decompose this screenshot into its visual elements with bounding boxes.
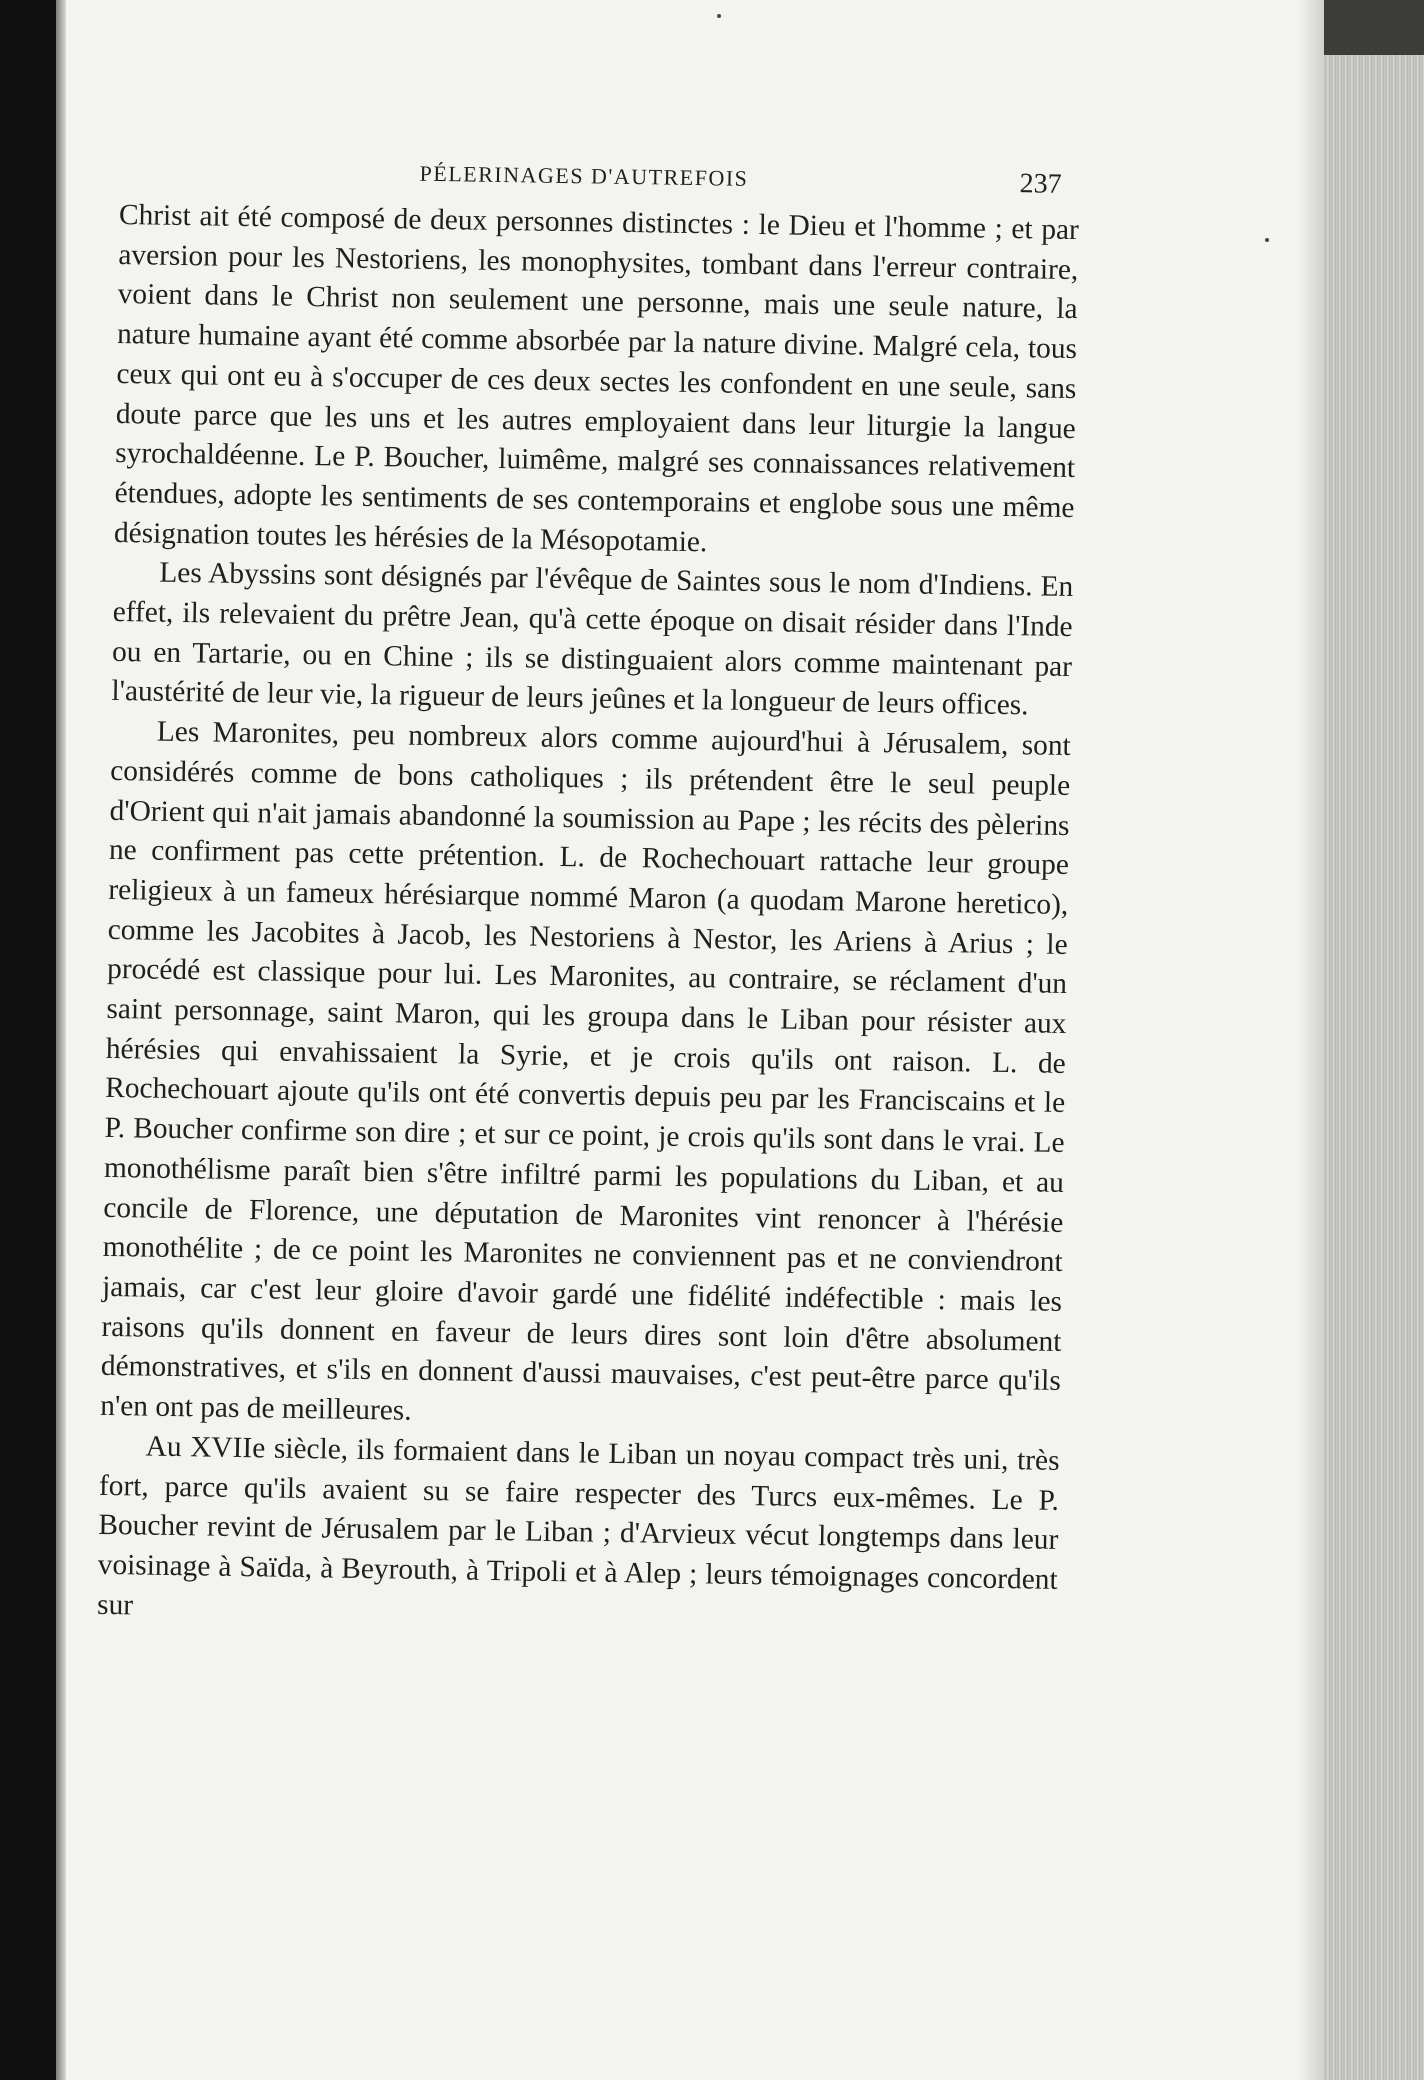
- body-text: [97, 196, 1079, 1640]
- paragraph: Les Maronites, peu nombreux alors comme aujourd'hui à Jérusalem, sont considérés comme de bons catholiques ; ils prétendent être le seul peuple d'Orient qui n'ait jamais abandonné la soumission au Pape ; les récits des pèlerins ne confirment pas cette prétention. L. de Rochechouart rattache leur groupe religieux à un fameux hérésiarque nommé Maron (a quodam Marone heretico), comme les Jacobites à Jacob, les Nestoriens à Nestor, les Ariens à Arius ; le procédé est classique pour lui. Les Maronites, au contraire, se réclament d'un saint personnage, saint Maron, qui les groupa dans le Liban pour résister aux hérésies qui envahissaient la Syrie, et je crois qu'ils ont raison. L. de Rochechouart ajoute qu'ils ont été convertis depuis peu par les Franciscains et le P. Boucher confirme son dire ; et sur ce point, je crois qu'ils sont dans le vrai. Le monothélisme paraît bien s'être infiltré parmi les populations du Liban, et au concile de Florence, une députation de Maronites vint renoncer à l'hérésie monothélite ; de ce point les Maronites ne conviennent pas et ne conviendront jamais, car c'est leur gloire d'avoir gardé une fidélité indéfectible : mais les raisons qu'ils donnent en faveur de leurs dires sont loin d'être absolument démonstratives, et s'ils en donnent d'aussi mauvaises, c'est peut-être parce qu'ils n'en ont pas de meilleures.: [100, 715, 1072, 1427]
- page-content: [97, 150, 1080, 1640]
- page-stack-edge: [1324, 0, 1424, 2080]
- paragraph: Au XVIIe siècle, ils formaient dans le Liban un noyau compact très uni, très fort, parce qu'ils avaient su se faire respecter des Turcs eux-mêmes. Le P. Boucher revint de Jérusalem par le Liban ; d'Arvieux vécut longtemps dans leur voisinage à Saïda, à Beyrouth, à Tripoli et à Alep ; leurs témoignages concordent sur: [96, 1430, 1060, 1621]
- gutter-shadow: [56, 0, 66, 2080]
- dust-speck: [1265, 238, 1269, 242]
- scan-corner-shadow: [1324, 0, 1424, 55]
- page-edge-shadow: [1298, 0, 1324, 2080]
- paragraph: Christ ait été composé de deux personnes distinctes : le Dieu et l'homme ; et par aversion pour les Nestoriens, les monophysites, tombant dans l'erreur contraire, voient dans le Christ non seulement une personne, mais une seule nature, la nature humaine ayant été comme absorbée par la nature divine. Malgré cela, tous ceux qui ont eu à s'occuper de ces deux sectes les confondent en une seule, sans doute parce que les uns et les autres employaient dans leur liturgie la langue syrochaldéenne. Le P. Boucher, luimême, malgré ses connaissances relativement étendues, adopte les sentiments de ses contemporains et englobe sous une même désignation toutes les hérésies de la Mésopotamie.: [113, 198, 1080, 558]
- page-number: 237: [1019, 168, 1062, 200]
- dust-speck: [717, 14, 721, 18]
- paragraph: Les Abyssins sont désignés par l'évêque de Saintes sous le nom d'Indiens. En effet, ils relevaient du prêtre Jean, qu'à cette époque on disait résider dans l'Inde ou en Tartarie, ou en Chine ; ils se distinguaient alors comme maintenant par l'austérité de leur vie, la rigueur de leurs jeûnes et la longueur de leurs offices.: [111, 557, 1074, 722]
- book-binding-edge: [0, 0, 56, 2080]
- running-title: PÉLERINAGES D'AUTREFOIS: [419, 160, 749, 191]
